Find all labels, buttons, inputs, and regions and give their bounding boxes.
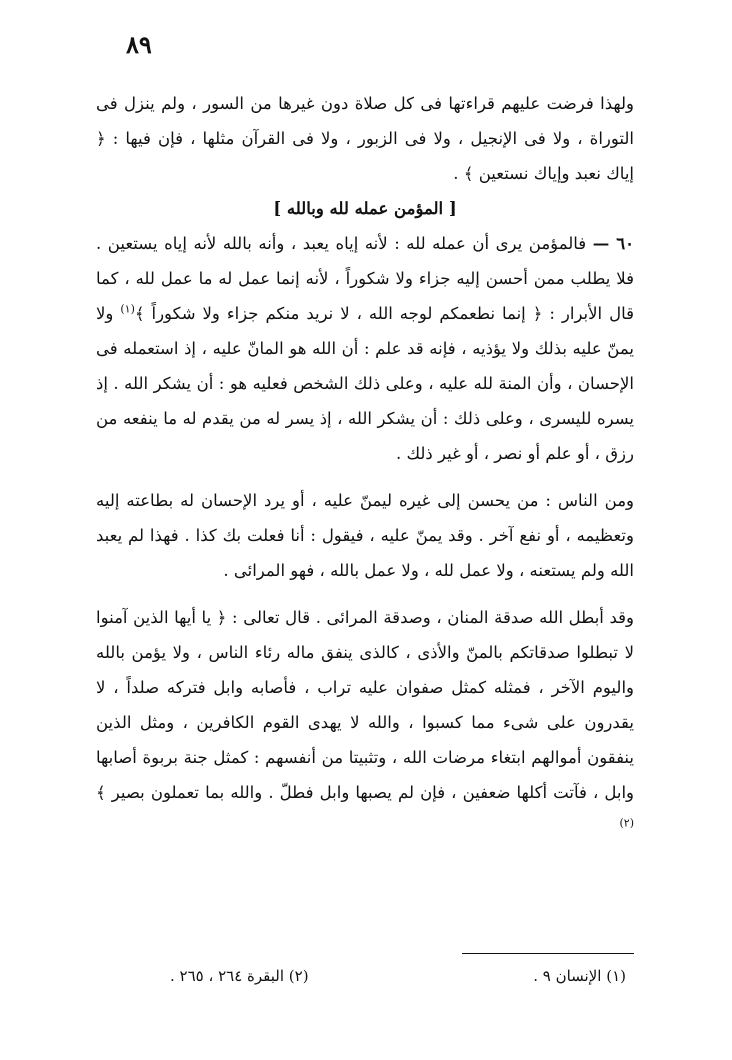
page-number: ٨٩ [126,30,152,59]
section-heading: [ المؤمن عمله لله وبالله ] [273,199,457,218]
paragraph-2 [96,226,634,471]
footnote-marker-2: (٢) [619,816,634,830]
paragraph-4-main: وقد أبطل الله صدقة المنان ، وصدقة المرائى . قال تعالى : ﴿ يا أيها الذين آمنوا لا تبطلوا صدقاتكم بالمنّ والأذى ، كالذى ينفق ماله رئاء الناس ، ولا يؤمن بالله واليوم الآخر ، فمثله كمثل صفوان عليه تراب ، فأصابه وابل فتركه صلداً ، لا يقدرون على شىء مما كسبوا ، والله لا يهدى القوم الكافرين ، ومثل الذين ينفقون أموالهم ابتغاء مرضات الله ، وتثبيتا من أنفسهم : كمثل جنة بربوة أصابها وابل ، فآتت أكلها ضعفين ، فإن لم يصبها وابل فطلّ . والله بما تعملون بصير ﴾ [96,608,634,802]
footnote-marker-1: (١) [120,302,135,316]
paragraph-1: ولهذا فرضت عليهم قراءتها فى كل صلاة دون غيرها من السور ، ولم ينزل فى التوراة ، ولا فى الإنجيل ، ولا فى الزبور ، ولا فى القرآن مثلها ، فإن فيها : ﴿ إياك نعبد وإياك نستعين ﴾ . [96,94,634,183]
paragraph-3: ومن الناس : من يحسن إلى غيره ليمنّ عليه ، أو يرد الإحسان له بطاعته إليه وتعظيمه ، أو نفع آخر . وقد يمنّ عليه ، فيقول : أنا فعلت بك كذا . فهذا لم يعبد الله ولم يستعنه ، ولا عمل لله ، ولا عمل بالله ، فهو المرائى . [96,491,634,580]
footnote-1: (١) الإنسان ٩ . [533,967,626,985]
section-number: ٦٠ — [592,234,635,253]
footnotes [170,962,626,990]
footnote-rule [462,953,634,954]
body-text [96,86,634,845]
paragraph-4 [96,600,634,845]
paragraph-2-main: فالمؤمن يرى أن عمله لله : لأنه إياه يعبد ، وأنه بالله لأنه إياه يستعين . فلا يطلب ممن أحسن إليه جزاء ولا شكوراً ، لأنه إنما عمل له ما عمل لله ، كما قال الأبرار : ﴿ إنما نطعمكم لوجه الله ، لا نريد منكم جزاء ولا شكوراً ﴾ [96,234,634,323]
footnote-2: (٢) البقرة ٢٦٤ ، ٢٦٥ . [170,967,309,985]
paragraph-2-rest: ولا يمنّ عليه بذلك ولا يؤذيه ، فإنه قد علم : أن الله هو المانّ عليه ، إذ استعمله فى الإحسان ، وأن المنة لله عليه ، وعلى ذلك الشخص فعليه هو : أن يشكر الله . إذ يسره لليسرى ، وعلى ذلك : أن يشكر الله ، إذ يسر له من يقدم له ما ينفعه من رزق ، أو علم أو نصر ، أو غير ذلك . [96,304,634,463]
